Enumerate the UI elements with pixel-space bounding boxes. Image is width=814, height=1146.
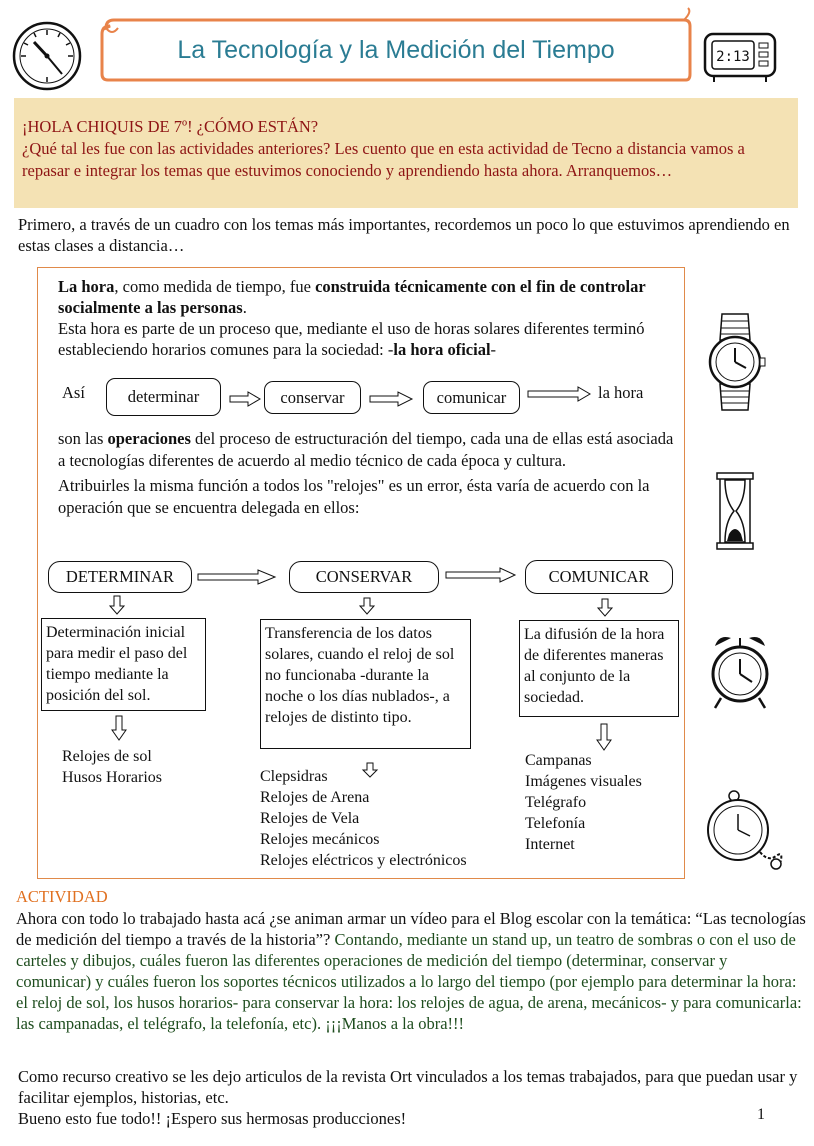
list-item: Telégrafo — [525, 794, 587, 811]
activity-heading: ACTIVIDAD — [16, 887, 108, 906]
column-desc-conservar: Transferencia de los datos solares, cuando el reloj de sol no funcionaba -durante la noche o los días nublados-, a relojes de distinto tipo. — [260, 619, 471, 749]
flow-step-conservar: conservar — [264, 381, 361, 414]
list-determinar — [62, 746, 162, 788]
list-item: Relojes de Vela — [260, 810, 360, 827]
activity-text: Ahora con todo lo trabajado hasta acá ¿se animan armar un vídeo para el Blog escolar con la temática: “Las tecnologías de medición del tiempo a través de la historia”? Contando, mediante un stand up, un teatro de sombras o con el uso de carteles y dibujos, cuáles fueron las diferentes operaciones de medición del tiempo (determinar, conservar y comunicar) y cuáles fueron los soportes técnicos utilizados a lo largo del tiempo (por ejemplo para determinar la hora: el reloj de sol, los husos horarios- para conservar la hora: los relojes de agua, de arena, mecánicos- y para comunicarla: las campanadas, el telégrafo, la telefonía, etc). ¡¡¡Manos a la obra!!! — [16, 909, 806, 1033]
summary-p3: son las operaciones del proceso de estructuración del tiempo, cada una de ellas está asociada a tecnologías diferentes de acuerdo al medio técnico de cada época y cultura. — [58, 429, 674, 470]
list-item: Campanas — [525, 752, 592, 769]
flow-step-comunicar: comunicar — [423, 381, 520, 414]
closing-line1: Como recurso creativo se les dejo articulos de la revista Ort vinculados a los temas trabajados, para que puedan usar y facilitar ejemplos, historias, etc. — [18, 1067, 798, 1107]
list-item: Relojes de sol — [62, 748, 152, 765]
list-item: Internet — [525, 836, 575, 853]
list-item: Husos Horarios — [62, 769, 162, 786]
wristwatch-icon — [704, 312, 766, 412]
greeting-message: ¿Qué tal les fue con las actividades anteriores? Les cuento que en esta actividad de Tecno a distancia vamos a repasar e integrar los temas que estuvimos conociendo y aprendiendo hasta ahora. Arranquemos… — [22, 139, 745, 180]
intro-paragraph: Primero, a través de un cuadro con los temas más importantes, recordemos un poco lo que estuvimos aprendiendo en estas clases a distancia… — [18, 215, 790, 255]
summary-p1: La hora, como medida de tiempo, fue construida técnicamente con el fin de controlar socialmente a las personas. — [58, 277, 646, 317]
page-title: La Tecnología y la Medición del Tiempo — [177, 35, 615, 64]
page-number: 1 — [757, 1106, 765, 1123]
column-desc-comunicar: La difusión de la hora de diferentes maneras al conjunto de la sociedad. — [519, 620, 679, 717]
summary-operations-text — [58, 428, 683, 522]
greeting-headline: ¡HOLA CHIQUIS DE 7º! ¿CÓMO ESTÁN? — [22, 117, 319, 136]
list-conservar — [260, 766, 467, 871]
closing-text — [18, 1066, 808, 1129]
column-desc-determinar: Determinación inicial para medir el paso del tiempo mediante la posición del sol. — [41, 618, 206, 711]
list-item: Relojes mecánicos — [260, 831, 380, 848]
column-header-conservar: CONSERVAR — [289, 561, 439, 593]
list-item: Telefonía — [525, 815, 586, 832]
closing-line2: Bueno esto fue todo!! ¡Espero sus hermosas producciones! — [18, 1109, 407, 1128]
flow-lead: Así — [62, 383, 85, 402]
list-item: Clepsidras — [260, 768, 328, 785]
alarm-clock-icon — [709, 632, 771, 712]
hourglass-icon — [716, 472, 754, 550]
flow-step-determinar: determinar — [106, 378, 221, 416]
pocket-watch-icon — [704, 790, 790, 870]
column-header-comunicar: COMUNICAR — [525, 560, 673, 594]
list-item: Relojes eléctricos y electrónicos — [260, 852, 467, 869]
flow-tail: la hora — [598, 383, 644, 402]
list-item: Imágenes visuales — [525, 773, 642, 790]
list-item: Relojes de Arena — [260, 789, 370, 806]
summary-p4: Atribuirles la misma función a todos los "relojes" es un error, ésta varía de acuerdo con la operación que se encuentra delegada en ellos: — [58, 476, 650, 517]
column-header-determinar: DETERMINAR — [48, 561, 192, 593]
list-comunicar — [525, 750, 642, 855]
digital-clock-display: 2:13 — [716, 49, 750, 65]
summary-p2: Esta hora es parte de un proceso que, mediante el uso de horas solares diferentes terminó estableciendo horarios comunes para la sociedad: -la hora oficial- — [58, 319, 645, 359]
